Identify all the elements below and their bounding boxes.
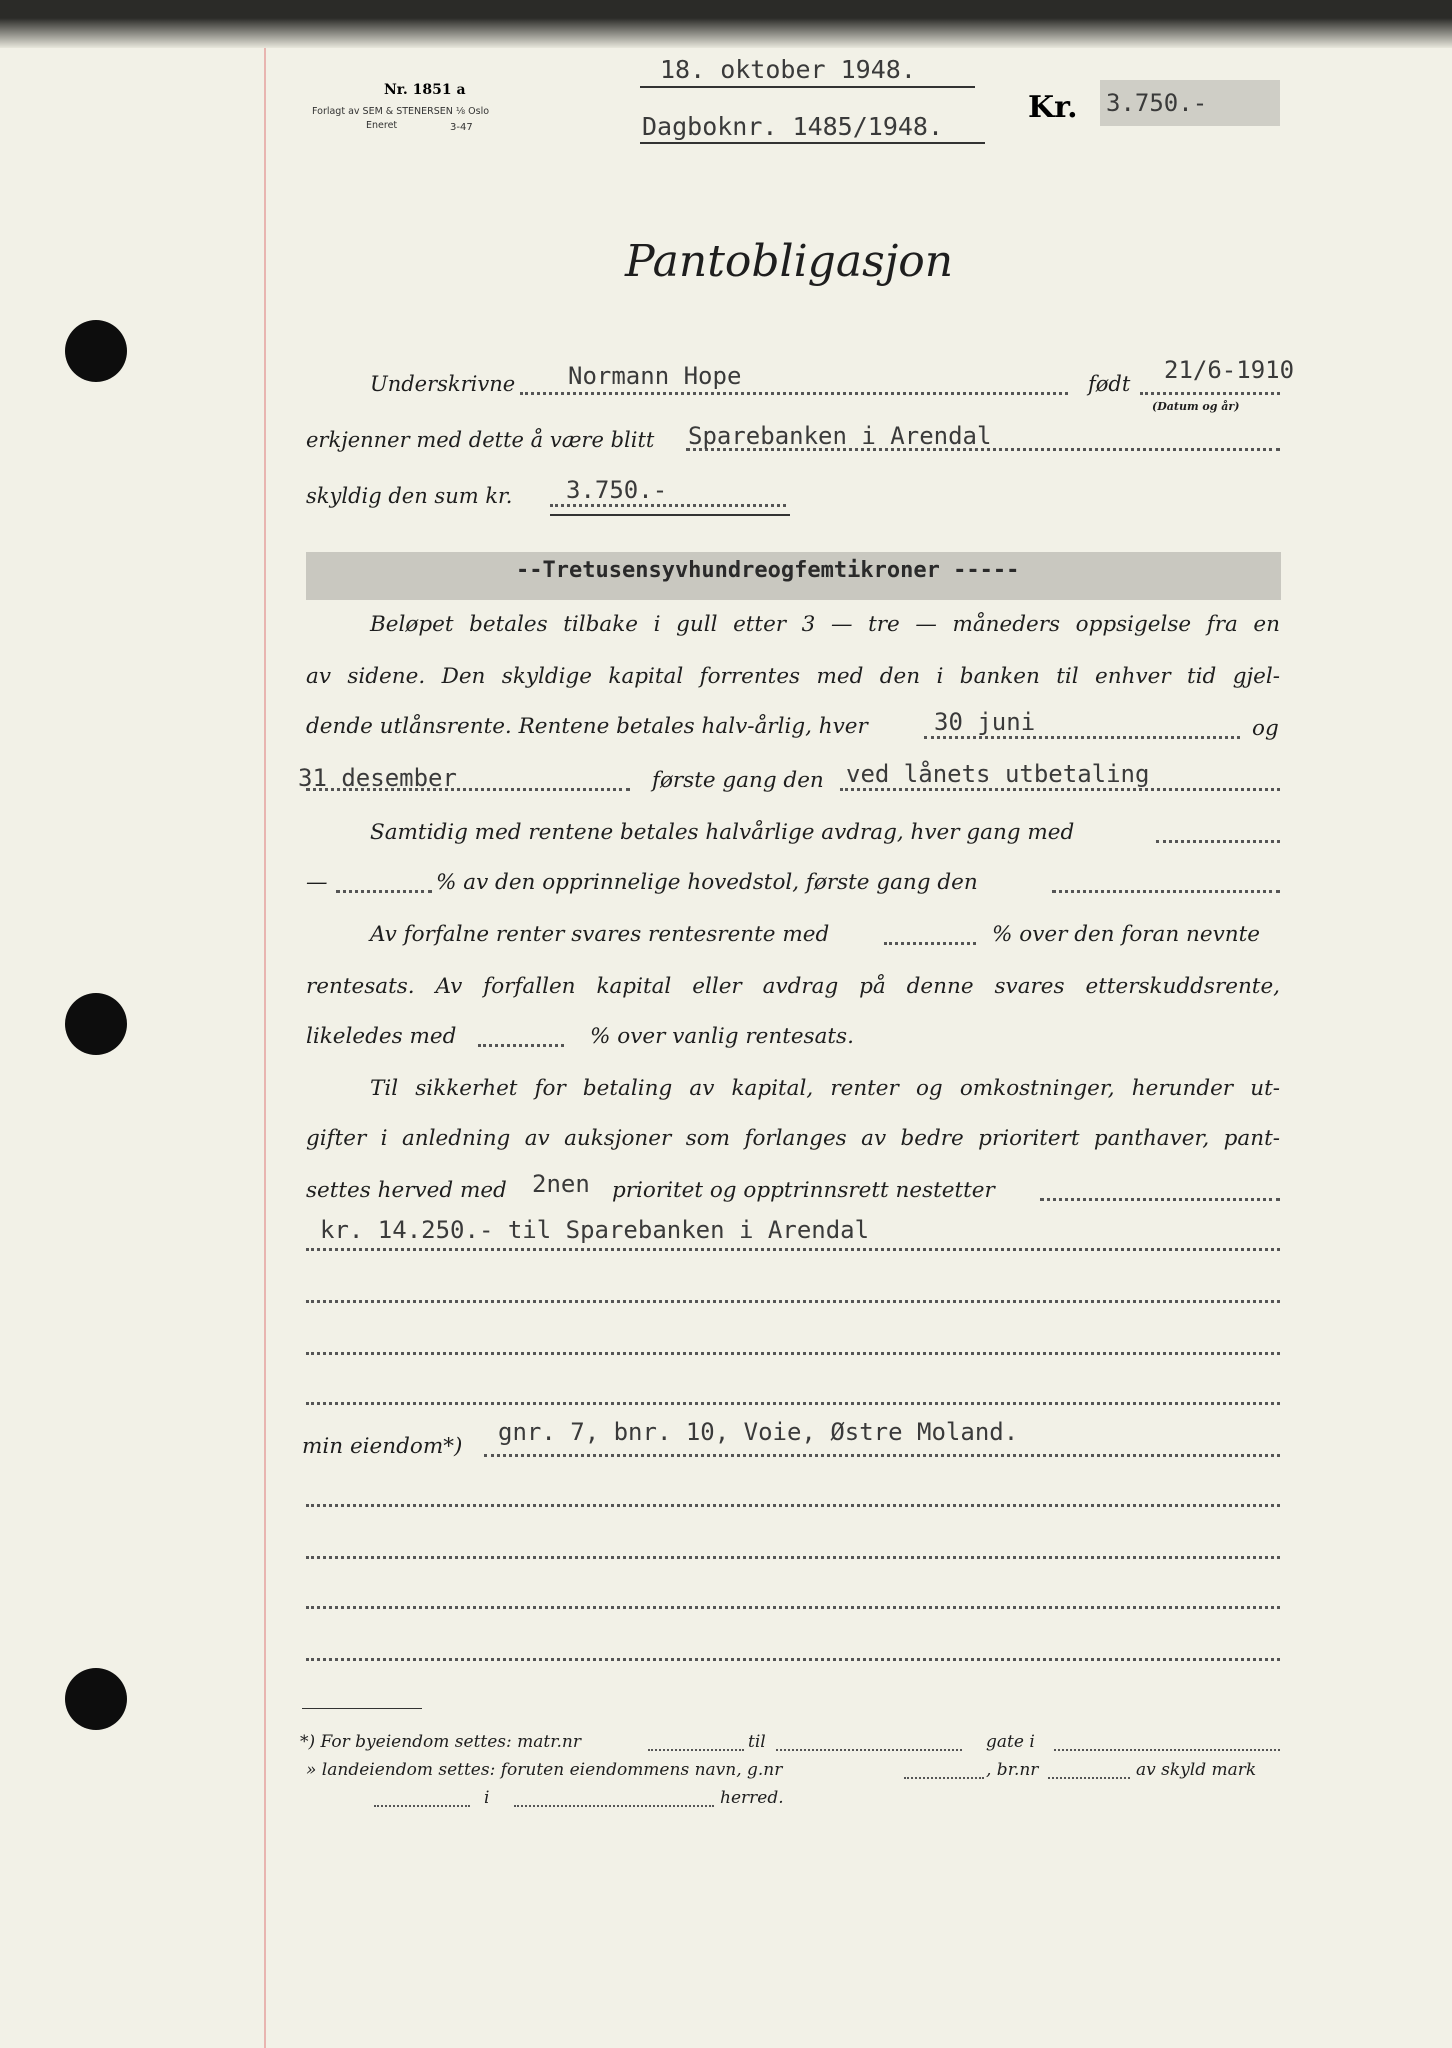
form-edition: 3-47 <box>450 122 473 133</box>
footnote-1b: til <box>748 1732 766 1752</box>
footnote-rule <box>302 1708 422 1709</box>
form-rights: Eneret <box>366 120 398 131</box>
footnote-1a: *) For byeiendom settes: matr.nr <box>300 1732 581 1752</box>
blank-line <box>306 1300 1280 1303</box>
body-line-10: Til sikkerhet for betaling av kapital, renter og omkostninger, herunder ut- <box>370 1076 1280 1101</box>
kr-value: 3.750.- <box>1100 80 1280 126</box>
document-page <box>0 18 1452 2048</box>
fodt-label: født <box>1088 372 1131 396</box>
fn1-line-c <box>1054 1749 1280 1751</box>
body-line-7b: % over den foran nevnte <box>992 922 1260 947</box>
date-underline <box>640 86 975 88</box>
eiendom-value: gnr. 7, bnr. 10, Voie, Østre Moland. <box>498 1418 1019 1446</box>
body-line-4a: første gang den <box>652 768 824 793</box>
fn1-line-b <box>776 1749 962 1751</box>
body-line-12b: prioritet og opptrinnsrett nestetter <box>612 1178 995 1203</box>
l12-line <box>1040 1198 1280 1201</box>
body-line-6b: % av den opprinnelige hovedstol, første gang den <box>436 870 978 895</box>
blank-line <box>306 1402 1280 1405</box>
punch-hole <box>65 320 127 382</box>
header-date: 18. oktober 1948. <box>660 55 916 84</box>
blank-line <box>306 1658 1280 1661</box>
fodt-value: 21/6-1910 <box>1164 356 1295 384</box>
l4-line-b <box>840 788 1280 791</box>
footnote-2b: , br.nr <box>986 1760 1039 1780</box>
body-line-12a: settes herved med <box>306 1178 507 1203</box>
l9-line <box>478 1044 564 1047</box>
footnote-3a: i <box>484 1788 490 1808</box>
footnote-2a: » landeiendom settes: foruten eiendommens navn, g.nr <box>306 1760 783 1780</box>
l5-line <box>1156 840 1280 843</box>
eiendom-label: min eiendom*) <box>302 1434 463 1459</box>
blank-line <box>306 1504 1280 1507</box>
blank-line <box>306 1352 1280 1355</box>
footnote-2c: av skyld mark <box>1136 1760 1257 1780</box>
undersk-label: Underskrivne <box>370 372 516 396</box>
form-number: Nr. 1851 a <box>384 82 466 98</box>
blank-line <box>306 1606 1280 1609</box>
skyldig-value: 3.750.- <box>566 476 668 504</box>
body-line-8: rentesats. Av forfallen kapital eller avdrag på denne svares etterskuddsrente, <box>306 974 1280 999</box>
l7-line <box>884 942 976 945</box>
undersk-line <box>520 392 1068 395</box>
body-line-7a: Av forfalne renter svares rentesrente med <box>370 922 830 947</box>
fn3-line-b <box>514 1805 714 1807</box>
fn1-line-a <box>648 1749 744 1751</box>
l6-line-b <box>1052 890 1280 893</box>
skyldig-label: skyldig den sum kr. <box>306 484 513 508</box>
body-line-4-value: 31 desember <box>298 764 457 792</box>
punch-hole <box>65 1668 127 1730</box>
body-line-9b: % over vanlig rentesats. <box>590 1024 854 1049</box>
kr-label: Kr. <box>1028 90 1078 125</box>
datum-note: (Datum og år) <box>1152 400 1240 413</box>
body-line-5: Samtidig med rentene betales halvårlige avdrag, hver gang med <box>370 820 1075 845</box>
body-line-6a: — <box>306 870 328 895</box>
form-publisher: Forlagt av SEM & STENERSEN ⅛ Oslo <box>312 106 490 117</box>
body-line-9a: likeledes med <box>306 1024 457 1049</box>
body-line-3-value: 30 juni <box>934 708 1036 736</box>
erkj-label: erkjenner med dette å være blitt <box>306 428 655 452</box>
blank-line <box>306 1556 1280 1559</box>
l3-line <box>924 736 1240 739</box>
erkj-value: Sparebanken i Arendal <box>688 422 992 450</box>
footnote-1c: gate i <box>986 1732 1035 1752</box>
document-title: Pantobligasjon <box>625 236 954 287</box>
body-line-12-value: 2nen <box>532 1170 590 1198</box>
fn3-line-a <box>374 1805 470 1807</box>
body-line-1: Beløpet betales tilbake i gull etter 3 — tre — måneders oppsigelse fra en <box>370 612 1280 637</box>
body-line-11: gifter i anledning av auksjoner som forlanges av bedre prioritert panthaver, pant- <box>306 1126 1280 1151</box>
dagbok-underline <box>640 142 985 144</box>
body-line-4-value2: ved lånets utbetaling <box>846 760 1150 788</box>
eiendom-line <box>484 1454 1280 1457</box>
skyldig-line <box>550 504 786 507</box>
undersk-value: Normann Hope <box>568 362 742 390</box>
page-top-shadow <box>0 18 1452 48</box>
amount-words: --Tretusensyvhundreogfemtikroner ----- <box>516 558 1020 583</box>
fodt-line <box>1140 392 1280 395</box>
margin-line <box>264 48 266 2048</box>
body-line-13-value: kr. 14.250.- til Sparebanken i Arendal <box>320 1216 870 1244</box>
header-dagbok: Dagboknr. 1485/1948. <box>642 112 944 141</box>
l13-line <box>306 1248 1280 1251</box>
footnote-3b: herred. <box>720 1788 784 1808</box>
l6-line-a <box>336 890 432 893</box>
body-line-3a: dende utlånsrente. Rentene betales halv-årlig, hver <box>306 714 868 739</box>
punch-hole <box>65 993 127 1055</box>
body-line-2: av sidene. Den skyldige kapital forrentes med den i banken til enhver tid gjel- <box>306 664 1280 689</box>
body-line-3b: og <box>1252 716 1279 741</box>
fn2-line-b <box>1048 1777 1130 1779</box>
fn2-line-a <box>904 1777 984 1779</box>
skyldig-underline <box>550 514 790 516</box>
